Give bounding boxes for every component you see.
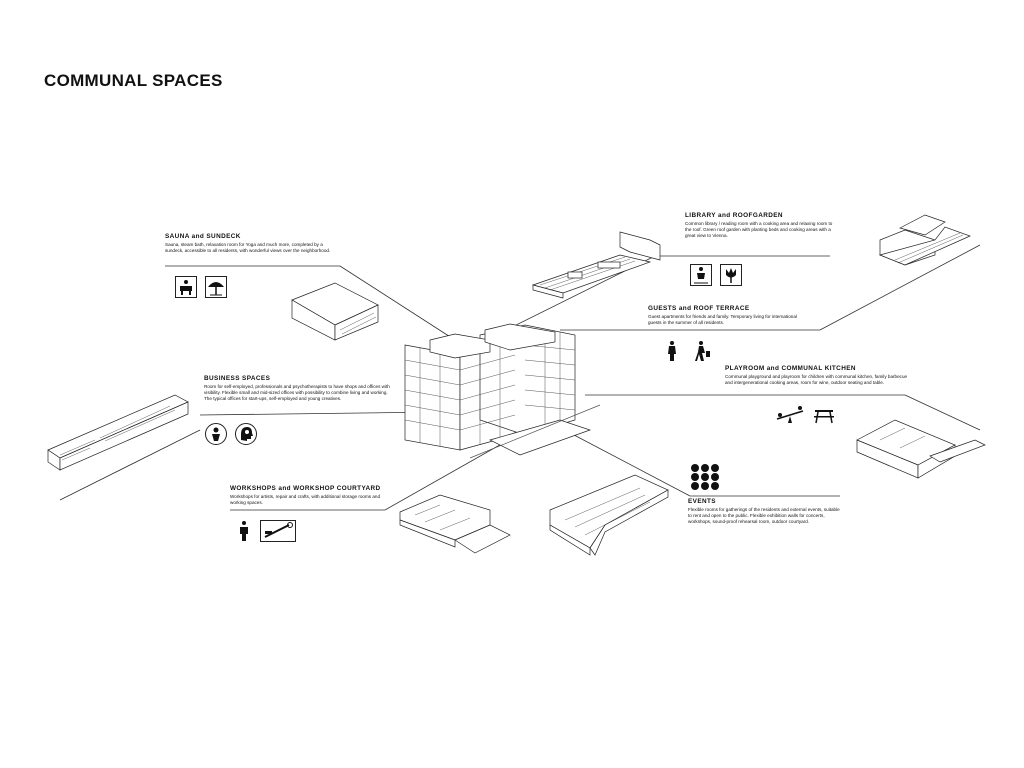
label-guests-description: Guest apartments for friends and family. Temporary living for international guests in the summer of all residents. — [648, 314, 797, 326]
label-events — [688, 498, 840, 526]
icons-events — [690, 463, 724, 491]
label-library — [685, 212, 835, 240]
audience-icon — [690, 463, 724, 491]
label-library-title: LIBRARY and ROOFGARDEN — [685, 212, 783, 219]
traveller-icon — [692, 340, 714, 362]
label-playroom — [725, 365, 910, 386]
picnic-table-icon — [813, 405, 835, 427]
reading-person-icon — [690, 264, 712, 286]
label-business-title: BUSINESS SPACES — [204, 375, 271, 382]
mind-head-icon — [235, 423, 257, 445]
business-person-icon — [205, 423, 227, 445]
central-building — [405, 324, 600, 458]
icons-workshops — [236, 520, 296, 542]
sauna-icon — [175, 276, 197, 298]
label-guests-title: GUESTS and ROOF TERRACE — [648, 305, 750, 312]
events-block — [550, 475, 668, 555]
label-workshops-description: Workshops for artists, repair and crafts, with additional storage rooms and working spaces. — [230, 494, 381, 506]
label-guests — [648, 305, 803, 326]
label-playroom-title: PLAYROOM and COMMUNAL KITCHEN — [725, 365, 856, 372]
label-sauna-description: Sauna, steam bath, relaxation room for Yoga and much more, completed by a sundeck, accessible to all residents, with wonderful views over the neighborhood. — [165, 242, 331, 254]
icons-sauna — [175, 276, 227, 298]
label-business-description: Room for self-employed, professionals and psychotherapists to have shops and offices with visibility. Flexible small and mid-sized offices with possibility to combine living and working. The typical offices for start-ups, self-employed and young creatives. — [204, 384, 390, 402]
label-events-description: Flexible rooms for gatherings of the residents and external events, suitable to rent and open to the public. Flexible exhibition walls for concerts, workshops, sound-proof rehearsal room, outdoor courtyard. — [688, 507, 840, 525]
playroom-kitchen-block — [857, 420, 985, 478]
guest-person-icon — [662, 340, 684, 362]
label-workshops — [230, 485, 390, 506]
label-business — [204, 375, 396, 403]
label-events-title: EVENTS — [688, 498, 716, 505]
page-title: COMMUNAL SPACES — [44, 71, 223, 90]
label-playroom-description: Communal playground and playroom for children with communal kitchen, family barbecue and intergenerational cooking areas, room for wine, outdoor seating and table. — [725, 374, 908, 386]
seesaw-icon — [775, 405, 805, 427]
icons-business — [205, 423, 257, 445]
label-library-description: Common library / reading room with a cooking area and relaxing room to the roof. Green roof garden with planting beds and cooking areas with a great view to Vienna. — [685, 221, 833, 239]
label-workshops-title: WORKSHOPS and WORKSHOP COURTYARD — [230, 485, 381, 492]
business-block — [48, 395, 188, 470]
icons-guests — [662, 340, 714, 362]
flower-icon — [720, 264, 742, 286]
label-sauna — [165, 233, 335, 254]
leader-line-playroom-diag — [905, 395, 980, 430]
worker-icon — [236, 520, 252, 542]
workshops-block — [400, 495, 510, 553]
library-roofgarden — [533, 232, 660, 298]
tools-icon — [260, 520, 296, 542]
label-sauna-title: SAUNA and SUNDECK — [165, 233, 241, 240]
icons-playroom — [775, 405, 835, 427]
sun-umbrella-icon — [205, 276, 227, 298]
icons-library — [690, 264, 742, 286]
sauna-block — [292, 283, 378, 340]
